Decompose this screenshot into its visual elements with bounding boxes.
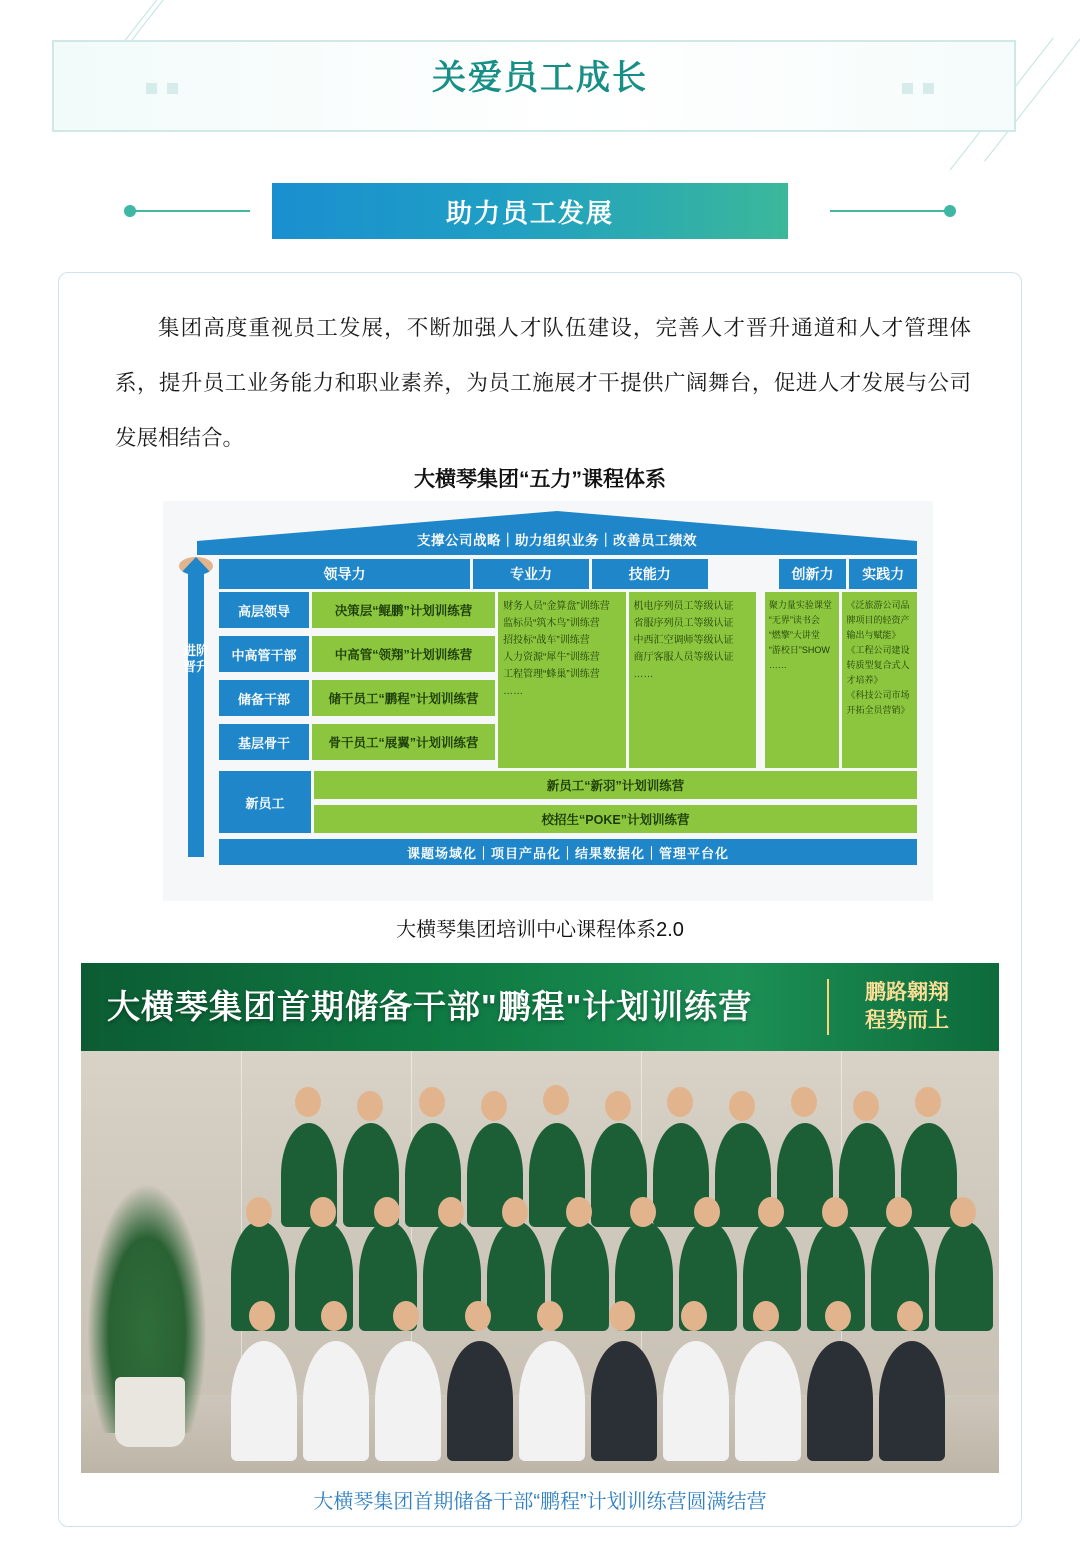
photo-banner-slogan-line2: 程势而上	[865, 1009, 949, 1032]
progression-arrow-label: 进阶晋升	[182, 643, 209, 674]
training-camp-photo	[81, 963, 999, 1473]
figure-title: 大横琴集团“五力”课程体系	[414, 468, 666, 491]
subtitle-label: 助力员工发展	[445, 197, 614, 228]
practice-item-1: 《工程公司建设转质型复合式人才培养》	[846, 645, 910, 685]
body-paragraph: 集团高度重视员工发展，不断加强人才队伍建设，完善人才晋升通道和人才管理体系，提升员工业务能力和职业素养，为员工施展才干提供广阔舞台，促进人才发展与公司发展相结合。	[115, 316, 971, 450]
innovation-cell	[765, 592, 840, 768]
subtitle-dot-left	[124, 205, 136, 217]
content-card	[58, 272, 1022, 1527]
column-header-skill: 技能力	[592, 559, 708, 589]
camp-pengcheng: 储干员工“鹏程”计划训练营	[312, 680, 495, 716]
diagram-footer: 课题场域化｜项目产品化｜结果数据化｜管理平台化	[219, 839, 917, 865]
skill-item-1: 省服序列员工等级认证	[633, 618, 734, 629]
photo-caption: 大横琴集团首期储备干部“鹏程”计划训练营圆满结营	[313, 1491, 767, 1513]
professional-item-5: ……	[503, 686, 524, 697]
level-frontline: 基层骨干	[219, 724, 309, 760]
diagram-main-rows	[219, 592, 917, 768]
diagram-gap	[759, 592, 762, 768]
new-employee-rows	[219, 771, 917, 833]
camp-lingxiang: 中高管“领翔”计划训练营	[312, 636, 495, 672]
skill-cell	[629, 592, 756, 768]
practice-cell	[842, 592, 917, 768]
camp-column	[312, 592, 495, 768]
innovation-item-1: “无界”读书会	[768, 615, 820, 625]
innovation-item-3: “游校日”SHOW	[768, 645, 830, 655]
column-header-spacer	[711, 559, 776, 589]
skill-item-2: 中西汇空调师等级认证	[633, 635, 734, 646]
professional-cell	[498, 592, 625, 768]
camp-zhanyi: 骨干员工“展翼”计划训练营	[312, 724, 495, 760]
figure-caption: 大横琴集团培训中心课程体系2.0	[396, 919, 684, 941]
camp-xinyu: 新员工“新羽”计划训练营	[314, 771, 917, 799]
skill-item-4: ……	[633, 669, 654, 680]
subtitle-dot-right	[944, 205, 956, 217]
level-reserve: 储备干部	[219, 680, 309, 716]
practice-item-0: 《泛旅游公司品牌项目的轻资产输出与赋能》	[846, 600, 910, 640]
level-column	[219, 592, 309, 768]
diagram-roof	[197, 511, 917, 555]
photo-banner	[81, 963, 999, 1051]
progression-arrow	[179, 557, 213, 857]
column-header-practice: 实践力	[849, 559, 917, 589]
level-senior: 高层领导	[219, 592, 309, 628]
subtitle-line-left	[132, 210, 250, 212]
innovation-item-2: “燃擎”大讲堂	[768, 630, 820, 640]
camp-poke: 校招生“POKE”计划训练营	[314, 805, 917, 833]
professional-item-1: 监标员“筑木鸟”训练营	[503, 618, 600, 629]
level-middle: 中高管干部	[219, 636, 309, 672]
subtitle-bar	[272, 183, 788, 239]
column-header-professional: 专业力	[473, 559, 589, 589]
practice-item-2: 《科技公司市场开拓全员营销》	[846, 690, 910, 715]
skill-item-3: 商厅客服人员等级认证	[633, 652, 734, 663]
photo-people-front-row	[81, 1301, 999, 1461]
column-header-innovation: 创新力	[779, 559, 847, 589]
camp-kunpeng: 决策层“鲲鹏”计划训练营	[312, 592, 495, 628]
professional-item-0: 财务人员“金算盘”训练营	[503, 601, 610, 612]
page-title: 关爱员工成长	[432, 59, 648, 97]
level-new-employee: 新员工	[219, 771, 311, 833]
photo-banner-divider	[827, 979, 829, 1035]
photo-banner-slogan-line1: 鹏路翱翔	[865, 981, 949, 1004]
professional-item-4: 工程管理“蜂巢”训练营	[503, 669, 600, 680]
innovation-item-0: 聚力量实验课堂	[768, 600, 832, 610]
skill-item-0: 机电序列员工等级认证	[633, 601, 734, 612]
diagram-column-headers	[219, 559, 917, 589]
photo-banner-title: 大横琴集团首期储备干部"鹏程"计划训练营	[107, 988, 753, 1025]
professional-item-2: 招投标“战车”训练营	[503, 635, 590, 646]
curriculum-diagram	[163, 501, 933, 901]
diagram-roof-text: 支撑公司战略｜助力组织业务｜改善员工绩效	[417, 533, 697, 548]
subtitle-line-right	[830, 210, 948, 212]
photo-banner-slogan	[839, 979, 975, 1035]
diagram-grid	[219, 559, 917, 865]
innovation-item-4: ……	[768, 660, 787, 670]
photo-scene	[81, 1051, 999, 1473]
column-header-leadership: 领导力	[219, 559, 470, 589]
page-header	[0, 0, 1080, 170]
section-subtitle	[0, 183, 1080, 241]
professional-item-3: 人力资源“犀牛”训练营	[503, 652, 600, 663]
